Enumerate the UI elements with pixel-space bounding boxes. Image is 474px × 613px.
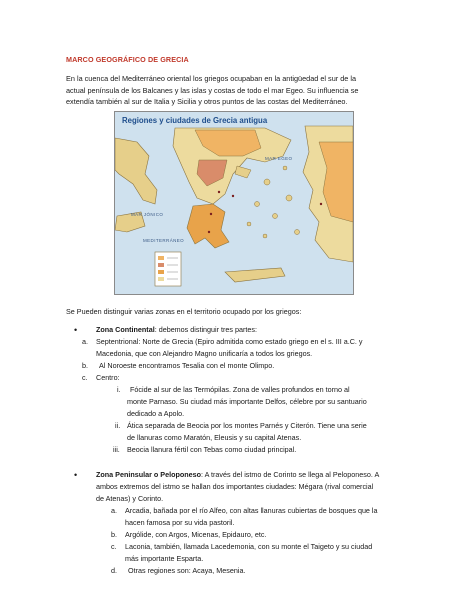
zone1-i-line: Fócide al sur de las Termópilas. Zona de valles profundos en torno al bbox=[130, 385, 350, 394]
zone2-heading: Zona Peninsular o Peloponeso bbox=[96, 470, 202, 479]
zone2-line: de Atenas) y Corinto. bbox=[96, 494, 164, 503]
bullet-icon: • bbox=[74, 470, 78, 480]
zone1-ii-line: de llanuras como Maratón, Eleusis y su capital Atenas. bbox=[127, 433, 302, 442]
bullet-icon: • bbox=[74, 325, 78, 335]
list-marker: c. bbox=[82, 373, 88, 382]
zone1-a-line: Macedonia, que con Alejandro Magno unificaría a todos los griegos. bbox=[96, 349, 313, 358]
intro-paragraph bbox=[66, 73, 416, 108]
zone2-item-line: hacen famosa por su vida pastoril. bbox=[125, 518, 235, 527]
list-marker: a. bbox=[82, 337, 88, 346]
map-label-ionian: MAR JÓNICO bbox=[131, 212, 164, 217]
zone1-ii-line: Ática separada de Beocia por los montes Parnés y Citerón. Tiene una serie bbox=[127, 421, 367, 430]
zone1-b-line: Al Noroeste encontramos Tesalia con el monte Olimpo. bbox=[99, 361, 275, 370]
map-title: Regiones y ciudades de Grecia antigua bbox=[122, 116, 268, 125]
zone2-line: ambos extremos del istmo se hallan dos importantes ciudades: Mégara (rival comercial bbox=[96, 482, 374, 491]
intro-line: actual península de los Balcanes y las islas y costas de todo el mar Egeo. Su influencia se bbox=[66, 85, 359, 95]
zone1-c-line: Centro: bbox=[96, 373, 120, 382]
map-label-aegean: MAR EGEO bbox=[265, 156, 293, 161]
list-marker: ii. bbox=[115, 421, 121, 430]
map-label-mediterranean: MEDITERRÁNEO bbox=[143, 238, 185, 243]
zone1-heading-rest: : debemos distinguir tres partes: bbox=[154, 325, 257, 334]
list-marker: b. bbox=[111, 530, 117, 539]
zone2-item-line: Otras regiones son: Acaya, Mesenia. bbox=[128, 566, 246, 575]
list-marker: b. bbox=[82, 361, 88, 370]
zone1-heading-line bbox=[96, 325, 257, 335]
list-marker: i. bbox=[117, 385, 121, 394]
list-marker: a. bbox=[111, 506, 117, 515]
greece-map-figure bbox=[114, 111, 354, 295]
list-marker: d. bbox=[111, 566, 117, 575]
zone1-i-line: dedicado a Apolo. bbox=[127, 409, 185, 418]
zone2-item-line: más importante Esparta. bbox=[125, 554, 204, 563]
greece-map-graphic bbox=[115, 112, 353, 294]
zone1-i-line: monte Parnaso. Su ciudad más importante Delfos, célebre por su santuario bbox=[127, 397, 367, 406]
zone2-heading-line bbox=[96, 470, 379, 480]
zone1-iii-line: Beocia llanura fértil con Tebas como ciudad principal. bbox=[127, 445, 297, 454]
zones-intro: Se Pueden distinguir varias zonas en el territorio ocupado por los griegos: bbox=[66, 307, 302, 316]
intro-line: extendía también al sur de Italia y Sicilia y otros puntos de las costas del Mediterráneo. bbox=[66, 97, 348, 107]
document-title: MARCO GEOGRÁFICO DE GRECIA bbox=[66, 55, 189, 64]
zone2-heading-rest: : A través del istmo de Corinto se llega al Peloponeso. A bbox=[201, 470, 380, 479]
zone2-item-line: Arcadia, bañada por el río Alfeo, con altas llanuras cubiertas de bosques que la bbox=[125, 506, 378, 515]
list-marker: iii. bbox=[113, 445, 120, 454]
intro-line: En la cuenca del Mediterráneo oriental los griegos ocupaban en la antigüedad el sur de la bbox=[66, 74, 357, 83]
zone1-heading: Zona Continental bbox=[96, 325, 155, 334]
zone2-item-line: Argólide, con Argos, Micenas, Epidauro, etc. bbox=[125, 530, 267, 539]
zone1-a-line: Septentrional: Norte de Grecia (Epiro admitida como estado griego en el s. III a.C. y bbox=[96, 337, 363, 346]
zone2-item-line: Laconia, también, llamada Lacedemonia, con su monte el Taigeto y su ciudad bbox=[125, 542, 373, 551]
list-marker: c. bbox=[111, 542, 117, 551]
